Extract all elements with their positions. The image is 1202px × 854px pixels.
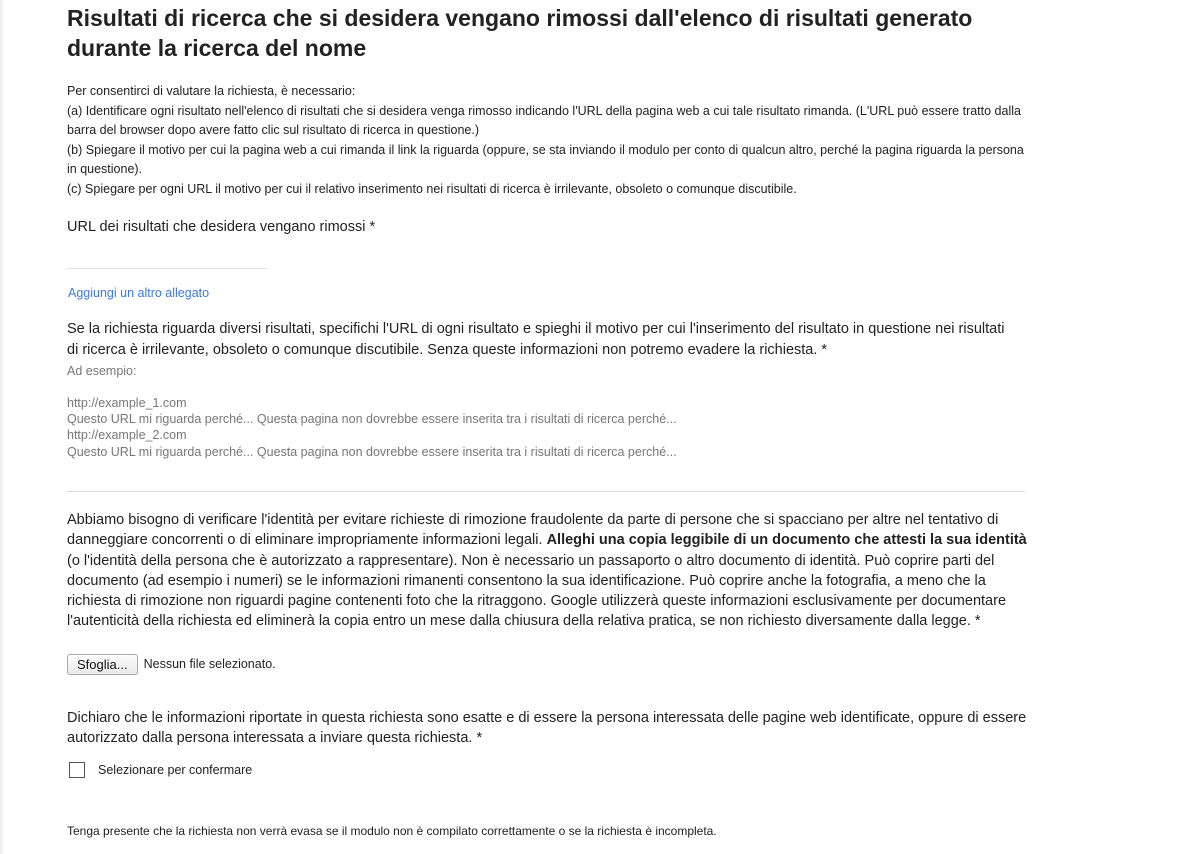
add-attachment-link[interactable]: Aggiungi un altro allegato xyxy=(68,286,210,300)
confirm-row xyxy=(69,762,252,778)
url-field-label: URL dei risultati che desidera vengano rimossi * xyxy=(67,219,376,235)
browse-file-button[interactable]: Sfoglia... xyxy=(67,654,138,675)
identity-text-bold: Alleghi una copia leggibile di un documento che attesti la sua identità xyxy=(546,532,1027,549)
form-intro xyxy=(67,82,1027,200)
intro-item-b: (b) Spiegare il motivo per cui la pagina web a cui rimanda il link la riguarda (oppure, se sta inviando il modulo per conto di qualcun altro, perché la pagina riguarda la persona in questione). xyxy=(67,142,1024,177)
confirm-checkbox[interactable] xyxy=(69,762,85,778)
identity-verification-text xyxy=(67,510,1029,632)
example-line: Questo URL mi riguarda perché... Questa pagina non dovrebbe essere inserita tra i risultati di ricerca perché... xyxy=(67,444,677,459)
footer-note: Tenga presente che la richiesta non verrà evasa se il modulo non è compilato correttamente o se la richiesta è incompleta. xyxy=(67,824,717,838)
multi-results-label: Se la richiesta riguarda diversi risultati, specifichi l'URL di ogni risultato e spieghi il motivo per cui l'inserimento del risultato in questione nei risultati di ricerca è irrilevante, obsoleto o comunque discutibile. Senza queste informazioni non potremo evadere la richiesta. * xyxy=(67,321,1005,358)
example-line: Questo URL mi riguarda perché... Questa pagina non dovrebbe essere inserita tra i risultati di ricerca perché... xyxy=(67,412,677,427)
multi-results-textarea[interactable] xyxy=(67,394,1025,492)
file-status: Nessun file selezionato. xyxy=(143,657,276,671)
url-input[interactable] xyxy=(67,244,267,269)
identity-text-after: (o l'identità della persona che è autorizzato a rappresentare). Non è necessario un passaporto o altro documento di identità. Può coprire parti del documento (ad esempio i numeri) se le informazioni rimanenti consentono la sua identificazione. Può coprire anche la fotografia, a meno che la richiesta di rimozione non riguardi pagine contenenti foto che la ritraggono. Google utilizzerà queste informazioni esclusivamente per documentare l'autenticità della richiesta ed eliminerà la copia entro un mese dalla chiusura della relativa pratica, se non richiesto diversamente dalla legge. * xyxy=(67,552,1007,630)
page-left-border xyxy=(0,0,3,854)
identity-text-before: Abbiamo bisogno di verificare l'identità per evitare richieste di rimozione fraudolente da parte di persone che si spacciano per altre nel tentativo di danneggiare concorrenti o di eliminare impropriamente informazioni legali. xyxy=(67,512,999,549)
example-line: http://example_1.com xyxy=(67,396,187,410)
intro-item-c: (c) Spiegare per ogni URL il motivo per cui il relativo inserimento nei risultati di ricerca è irrilevante, obsoleto o comunque discutibile. xyxy=(67,181,797,196)
intro-item-a: (a) Identificare ogni risultato nell'elenco di risultati che si desidera venga rimosso indicando l'URL della pagina web a cui tale risultato rimanda. (L'URL può essere tratto dalla barra del browser dopo avere fatto clic sul risultato di ricerca in questione.) xyxy=(67,103,1021,138)
form-title: Risultati di ricerca che si desidera vengano rimossi dall'elenco di risultati generato durante la ricerca del nome xyxy=(67,5,973,61)
example-heading: Ad esempio: xyxy=(67,364,137,378)
intro-lead: Per consentirci di valutare la richiesta, è necessario: xyxy=(67,84,356,98)
declaration-text: Dichiaro che le informazioni riportate in questa richiesta sono esatte e di essere la persona interessata delle pagine web identificate, oppure di essere autorizzato dalla persona interessata a inviare questa richiesta. * xyxy=(67,710,1027,747)
example-line: http://example_2.com xyxy=(67,428,187,443)
file-upload-row xyxy=(67,653,276,675)
confirm-checkbox-label[interactable]: Selezionare per confermare xyxy=(98,763,253,777)
